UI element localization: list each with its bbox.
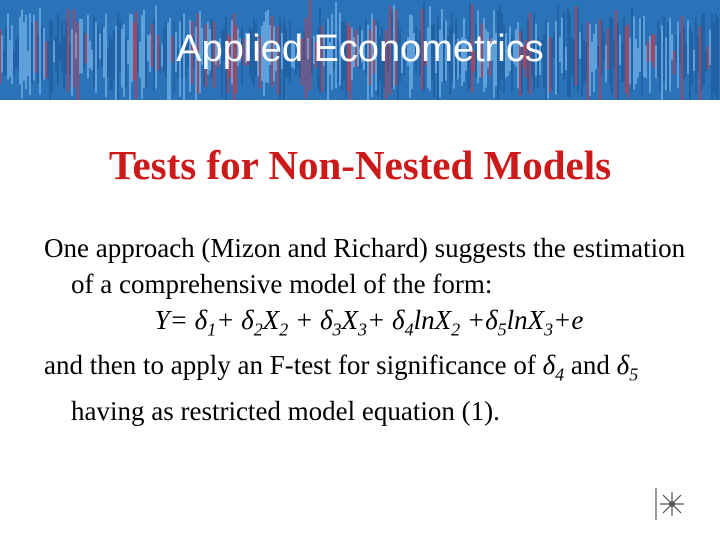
header-banner — [0, 0, 720, 100]
paragraph-ftest: and then to apply an F-test for significance of $\delta_4$ and $\delta_5$ having as restricted model equation (1). — [44, 350, 639, 426]
slide-body — [44, 230, 694, 429]
starburst-logo-icon — [654, 486, 688, 522]
model-equation: $Y= \delta_1+ \delta_2X_2 + \delta_3X_3+ \delta_4\ln X_2 +\delta_5\ln X_3+e$ — [154, 305, 584, 340]
slide-title: Tests for Non-Nested Models — [108, 142, 612, 188]
banner-title: Applied Econometrics — [176, 28, 544, 70]
paragraph-intro: One approach (Mizon and Richard) suggests the estimation of a comprehensive model of the form: — [44, 233, 686, 299]
